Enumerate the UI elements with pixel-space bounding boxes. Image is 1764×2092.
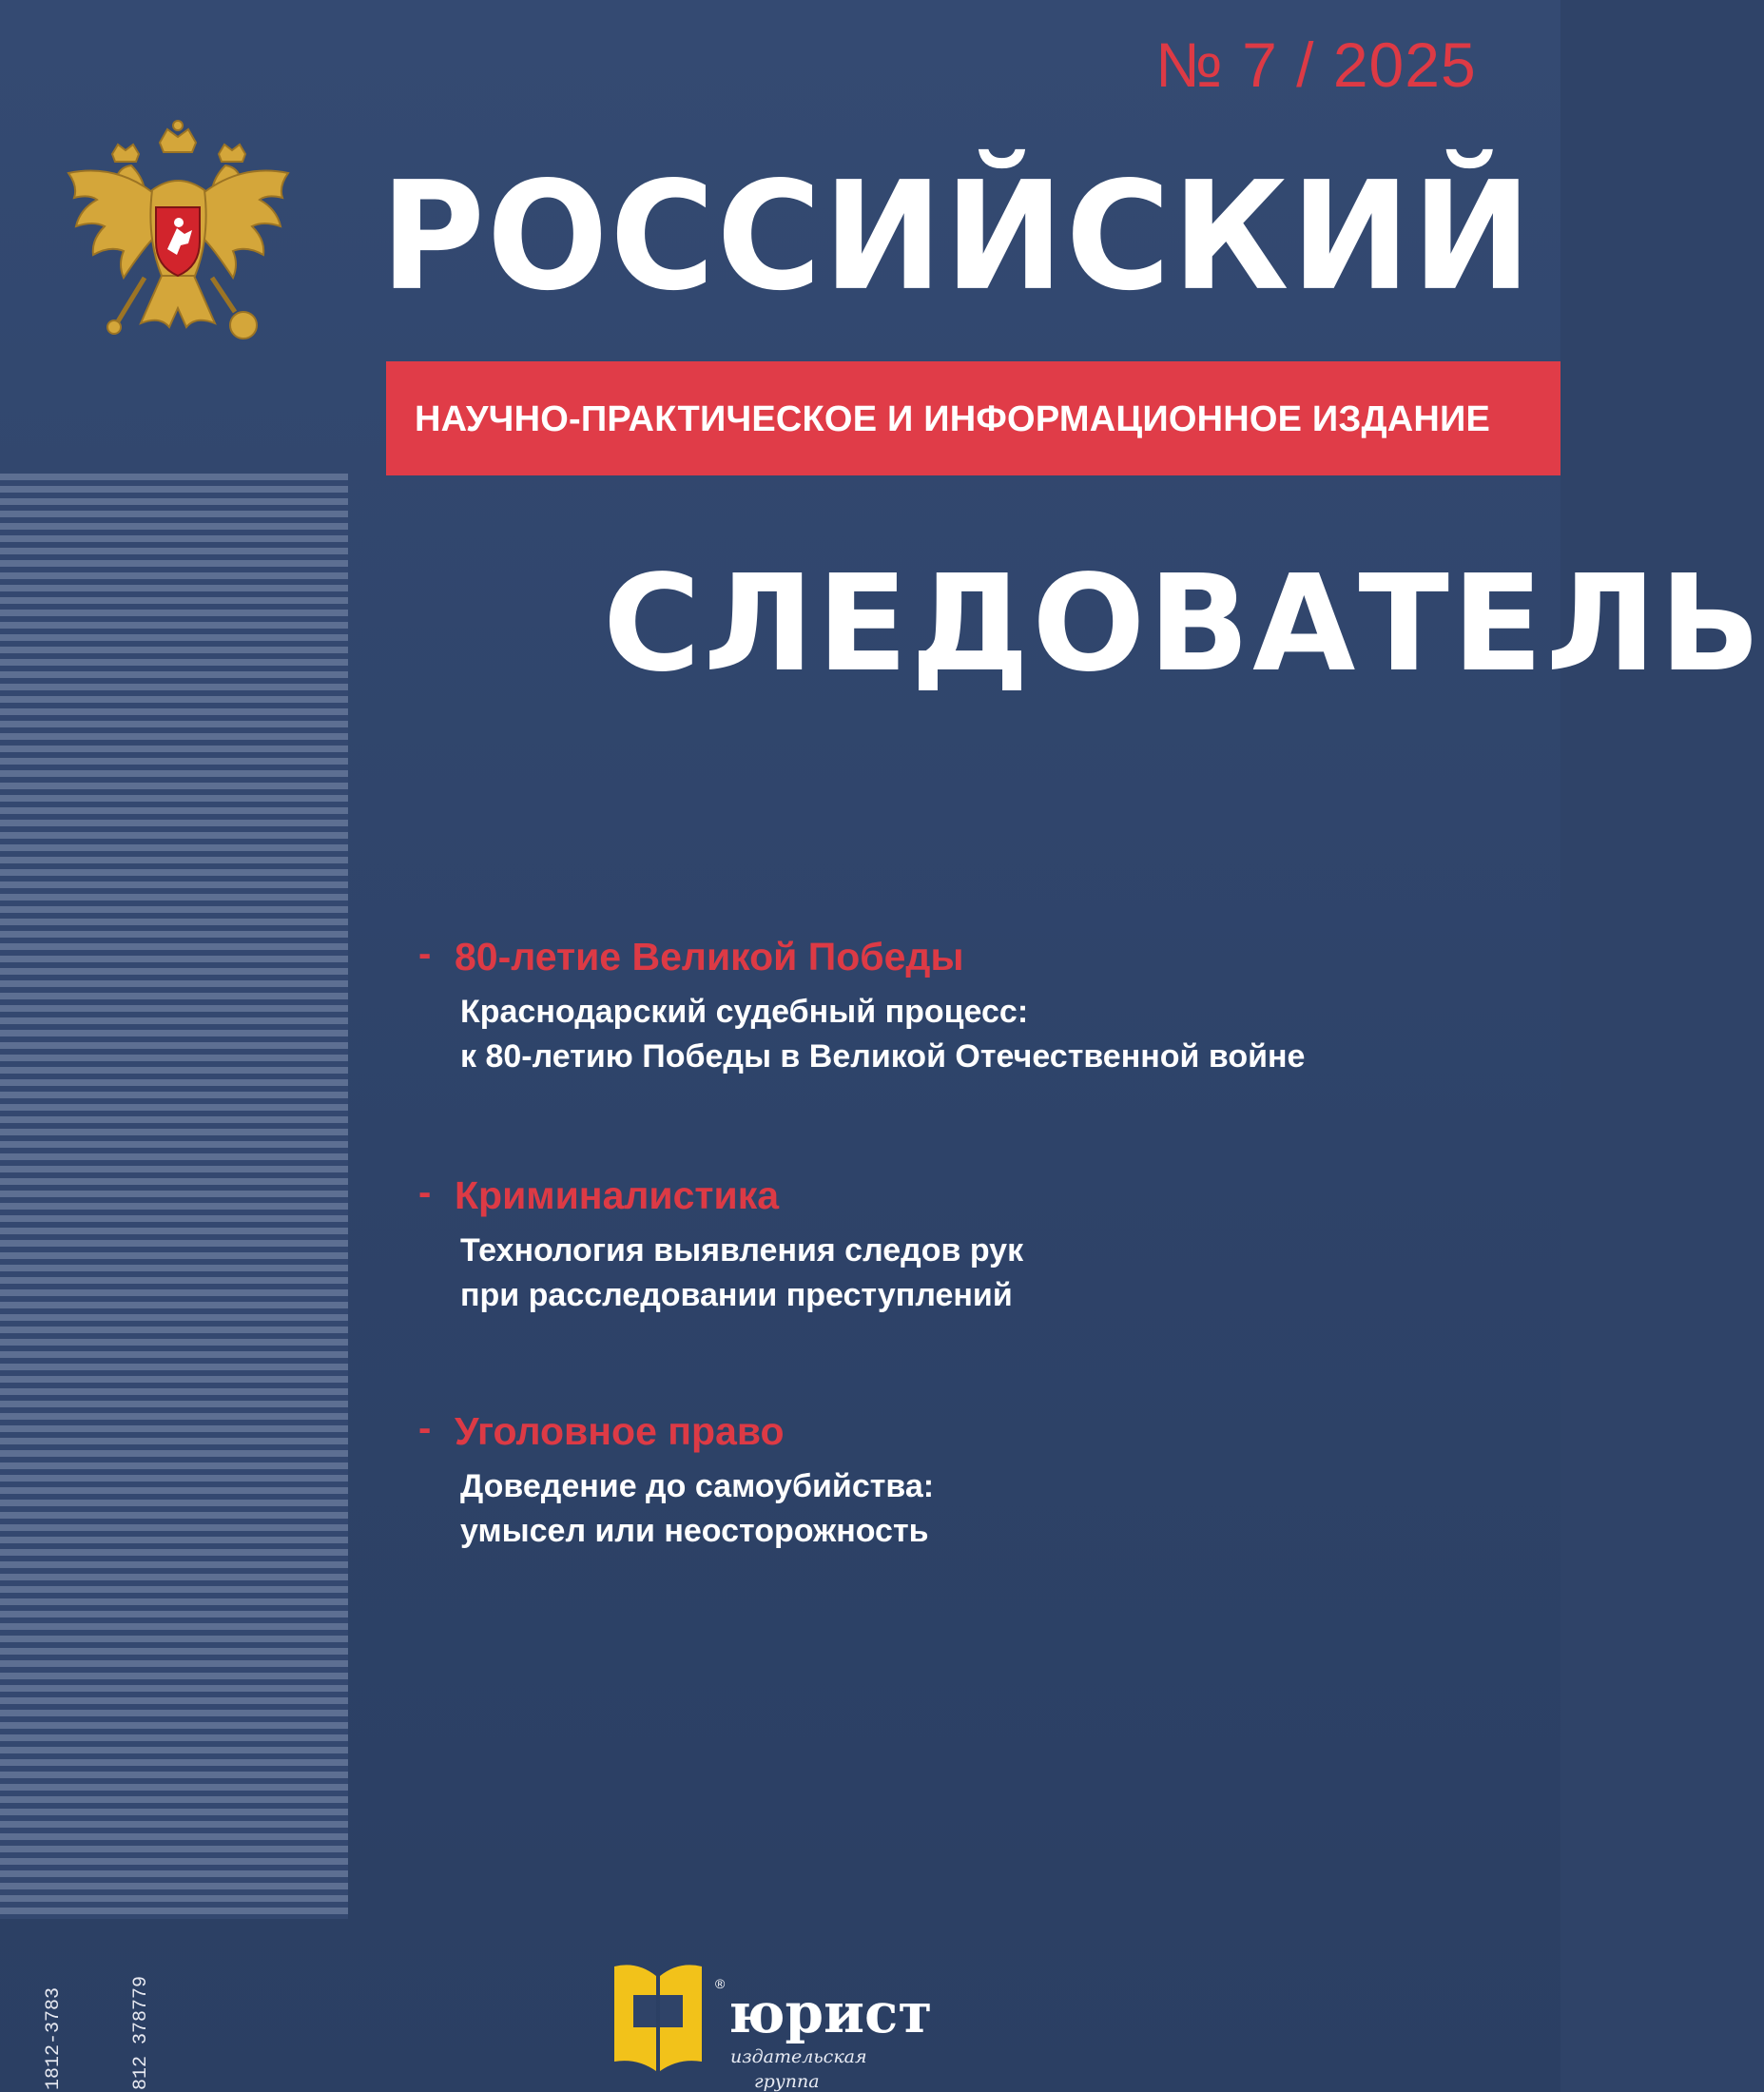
topic-line: умысел или неосторожность <box>460 1513 929 1549</box>
subtitle-banner <box>386 361 1560 475</box>
topic-heading: 80-летие Великой Победы <box>455 935 964 978</box>
topic-line: Краснодарский судебный процесс: <box>460 994 1029 1030</box>
subtitle-text: НАУЧНО-ПРАКТИЧЕСКОЕ И ИНФОРМАЦИОННОЕ ИЗДАНИЕ <box>415 399 1491 439</box>
issue-number: № 7 / 2025 <box>1155 29 1477 100</box>
barcode-numbers <box>0 1975 152 2090</box>
topic-heading: Криминалистика <box>455 1173 780 1217</box>
topic-heading: Уголовное право <box>455 1409 785 1453</box>
topic-dash: - <box>418 1172 432 1213</box>
topic-line: Технология выявления следов рук <box>460 1232 1024 1269</box>
publisher-subtitle: издательская <box>730 2046 867 2067</box>
registered-mark: ® <box>715 1976 726 1991</box>
publisher-name: юрист <box>728 1981 933 2045</box>
topic-line: к 80-летию Победы в Великой Отечественной войне <box>460 1038 1306 1075</box>
topic-line: при расследовании преступлений <box>460 1277 1013 1313</box>
magazine-title-line2: СЛЕДОВАТЕЛЬ <box>603 547 1764 702</box>
topic-dash: - <box>418 1407 432 1449</box>
barcode-number: 812 378779 <box>130 1975 152 2090</box>
topic-line: Доведение до самоубийства: <box>460 1468 935 1504</box>
state-emblem-icon <box>57 116 300 378</box>
publisher-subtitle-2: группа <box>754 2071 820 2092</box>
issn-text: 1812-3783 <box>43 1986 65 2090</box>
stripe-pattern <box>0 474 348 1919</box>
magazine-title-line1: РОССИЙСКИЙ <box>380 150 1534 324</box>
topic-dash: - <box>418 933 432 975</box>
